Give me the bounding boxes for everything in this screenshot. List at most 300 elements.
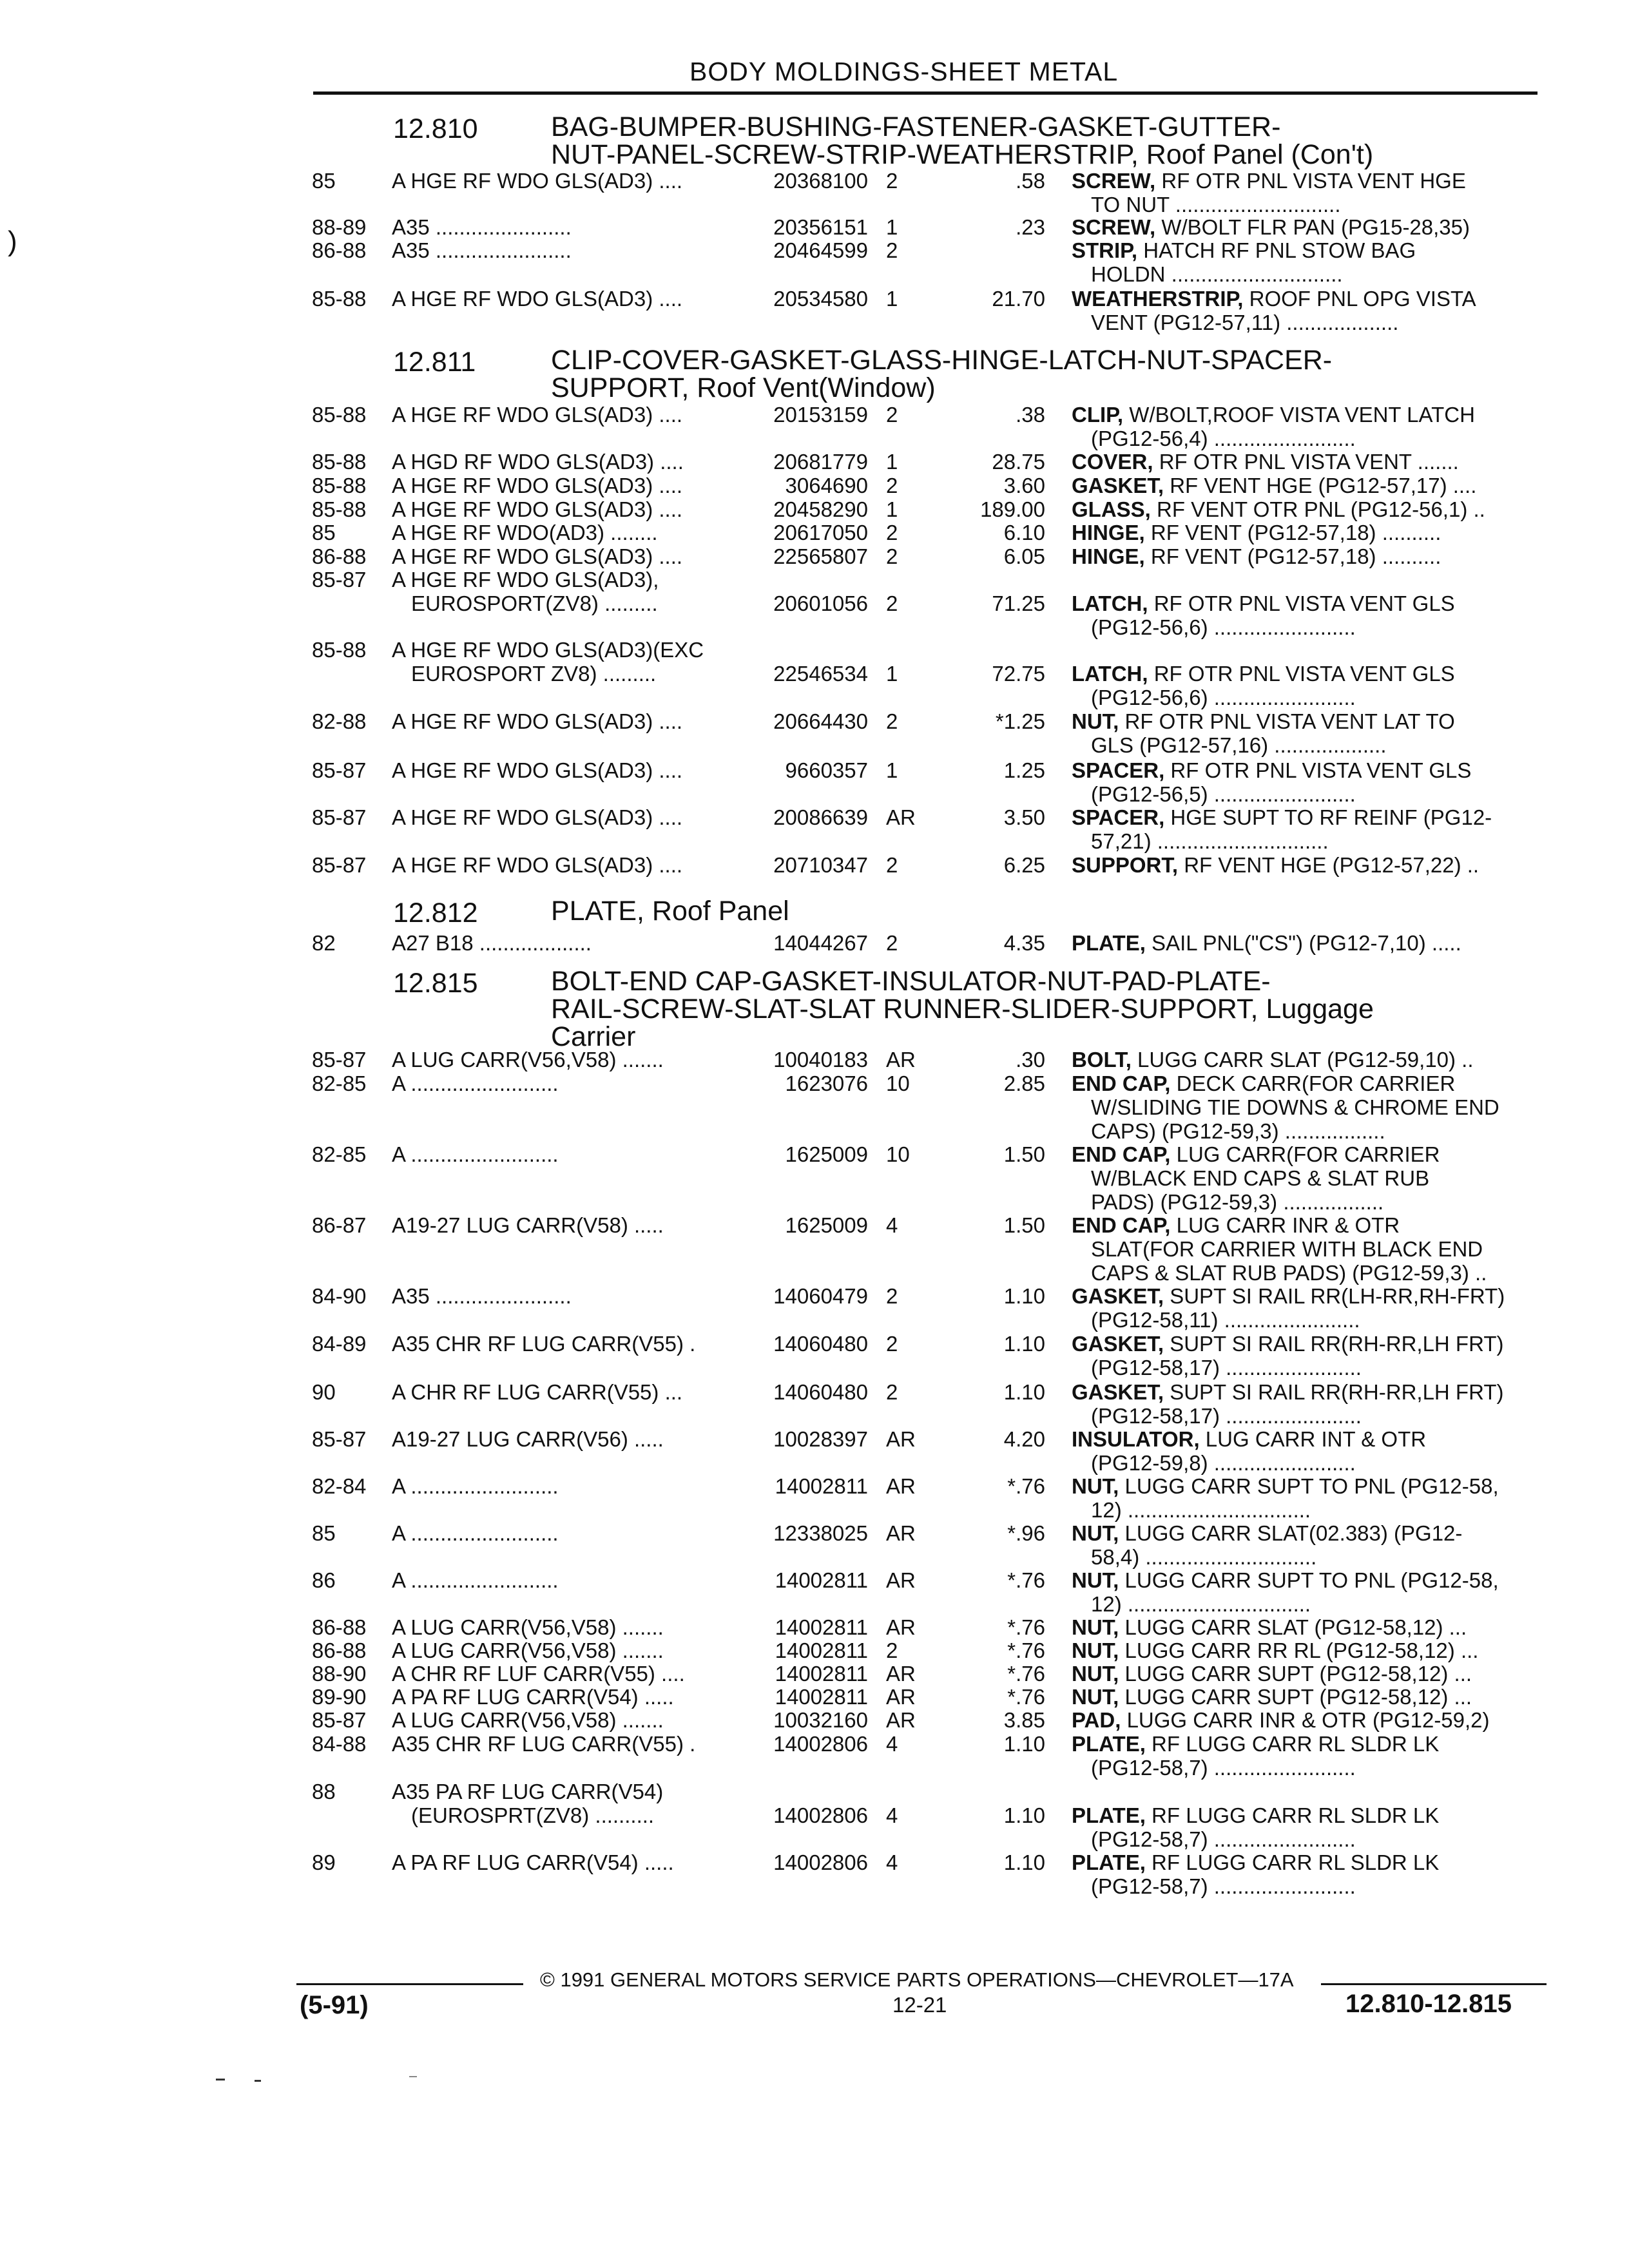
part-number: 1623076 [785, 1072, 868, 1095]
model-line: A HGE RF WDO GLS(AD3) .... [392, 709, 683, 733]
part-number: 3064690 [785, 474, 868, 497]
quantity: 4 [886, 1850, 898, 1874]
quantity: 1 [886, 450, 898, 474]
part-number: 20710347 [773, 853, 868, 877]
model-line: A ......................... [392, 1072, 559, 1095]
part-number: 14060480 [773, 1332, 868, 1356]
description-line: CAPS) (PG12-59,3) ................. [1091, 1119, 1385, 1143]
part-number: 14002811 [775, 1474, 868, 1498]
price: *.76 [1007, 1615, 1045, 1639]
part-name: END CAP, [1072, 1072, 1171, 1095]
description-line: VENT (PG12-57,11) ................... [1091, 311, 1399, 334]
description-line: HOLDN ............................. [1091, 262, 1343, 286]
quantity: 2 [886, 853, 898, 877]
description-line: SLAT(FOR CARRIER WITH BLACK END [1091, 1237, 1483, 1261]
description-line: (PG12-58,7) ........................ [1091, 1756, 1356, 1780]
model-years: 85-87 [312, 1708, 367, 1732]
model-line: A LUG CARR(V56,V58) ....... [392, 1048, 664, 1072]
price: 4.35 [1003, 931, 1045, 955]
description-line: STRIP, HATCH RF PNL STOW BAG [1072, 238, 1416, 262]
model-line: A HGE RF WDO GLS(AD3) .... [392, 758, 683, 782]
model-line: EUROSPORT ZV8) ......... [411, 662, 657, 686]
quantity: 2 [886, 931, 898, 955]
part-name: WEATHERSTRIP, [1072, 287, 1244, 311]
description-line: CAPS & SLAT RUB PADS) (PG12-59,3) .. [1091, 1261, 1487, 1285]
description-line: (PG12-59,8) ........................ [1091, 1451, 1356, 1475]
section-title-line: Carrier [551, 1021, 636, 1052]
quantity: 10 [886, 1072, 910, 1095]
description-line: LATCH, RF OTR PNL VISTA VENT GLS [1072, 662, 1455, 686]
quantity: 4 [886, 1732, 898, 1756]
quantity: 2 [886, 544, 898, 568]
model-line: A35 ....................... [392, 215, 572, 239]
price: .38 [1016, 403, 1045, 427]
quantity: 2 [886, 238, 898, 262]
part-name: NUT, [1072, 1615, 1119, 1639]
part-number: 14002811 [775, 1639, 868, 1662]
price: 1.10 [1003, 1732, 1045, 1756]
price: *.76 [1007, 1639, 1045, 1662]
model-line: A ......................... [392, 1521, 559, 1545]
price: .23 [1016, 215, 1045, 239]
part-name: END CAP, [1072, 1142, 1171, 1166]
price: 3.85 [1003, 1708, 1045, 1732]
description-line: PAD, LUGG CARR INR & OTR (PG12-59,2) [1072, 1708, 1490, 1732]
page-header: BODY MOLDINGS-SHEET METAL [689, 57, 1119, 86]
quantity: 2 [886, 474, 898, 497]
model-line: A LUG CARR(V56,V58) ....... [392, 1615, 664, 1639]
section-number: 12.810 [393, 113, 478, 144]
description-line: SPACER, RF OTR PNL VISTA VENT GLS [1072, 758, 1472, 782]
quantity: AR [886, 1568, 916, 1592]
model-years: 85-88 [312, 474, 367, 497]
quantity: 1 [886, 215, 898, 239]
scan-specks [216, 2076, 448, 2082]
description-line: END CAP, DECK CARR(FOR CARRIER [1072, 1072, 1456, 1095]
part-number: 10032160 [773, 1708, 868, 1732]
quantity: 1 [886, 662, 898, 686]
price: .30 [1016, 1048, 1045, 1072]
model-years: 85-87 [312, 853, 367, 877]
model-line: EUROSPORT(ZV8) ......... [411, 591, 658, 615]
model-line: A19-27 LUG CARR(V58) ..... [392, 1213, 664, 1237]
description-line: 12) ............................... [1091, 1498, 1311, 1522]
part-name: PLATE, [1072, 931, 1146, 955]
price: 4.20 [1003, 1427, 1045, 1451]
part-number: 10028397 [773, 1427, 868, 1451]
model-line: (EUROSPRT(ZV8) .......... [411, 1803, 655, 1827]
header-rule [313, 91, 1537, 95]
footer-rule-left [296, 1983, 523, 1985]
model-years: 86-88 [312, 238, 367, 262]
part-name: SPACER, [1072, 758, 1165, 782]
section-range: 12.810-12.815 [1345, 1990, 1512, 2018]
model-years: 85-88 [312, 403, 367, 427]
part-number: 9660357 [785, 758, 868, 782]
description-line: CLIP, W/BOLT,ROOF VISTA VENT LATCH [1072, 403, 1475, 427]
part-number: 20664430 [773, 709, 868, 733]
price: 6.10 [1003, 521, 1045, 544]
section-number: 12.815 [393, 968, 478, 999]
description-line: (PG12-56,4) ........................ [1091, 427, 1356, 450]
model-line: A HGE RF WDO GLS(AD3) .... [392, 544, 683, 568]
price: 189.00 [980, 497, 1045, 521]
model-years: 88-90 [312, 1662, 367, 1686]
quantity: AR [886, 1048, 916, 1072]
description-line: LATCH, RF OTR PNL VISTA VENT GLS [1072, 591, 1455, 615]
quantity: 4 [886, 1213, 898, 1237]
description-line: END CAP, LUG CARR INR & OTR [1072, 1213, 1400, 1237]
price: 1.50 [1003, 1142, 1045, 1166]
price: 3.60 [1003, 474, 1045, 497]
section-number: 12.812 [393, 898, 478, 928]
model-line: A27 B18 ................... [392, 931, 592, 955]
quantity: 2 [886, 1332, 898, 1356]
price: 1.10 [1003, 1380, 1045, 1404]
model-line: A CHR RF LUF CARR(V55) .... [392, 1662, 685, 1686]
part-name: GASKET, [1072, 474, 1164, 497]
price: 28.75 [992, 450, 1045, 474]
part-name: PLATE, [1072, 1850, 1146, 1874]
model-years: 89-90 [312, 1685, 367, 1709]
model-years: 89 [312, 1850, 336, 1874]
model-years: 86 [312, 1568, 336, 1592]
price: 6.05 [1003, 544, 1045, 568]
price: *.76 [1007, 1662, 1045, 1686]
price: .58 [1016, 169, 1045, 193]
model-years: 86-88 [312, 1615, 367, 1639]
footer-rule-right [1321, 1983, 1547, 1985]
section-title-line: RAIL-SCREW-SLAT-SLAT RUNNER-SLIDER-SUPPORT, Luggage [551, 994, 1374, 1024]
part-name: LATCH, [1072, 591, 1148, 615]
part-name: INSULATOR, [1072, 1427, 1200, 1451]
model-line: A ......................... [392, 1568, 559, 1592]
price: 2.85 [1003, 1072, 1045, 1095]
model-years: 82-84 [312, 1474, 367, 1498]
description-line: GLS (PG12-57,16) ................... [1091, 733, 1387, 757]
description-line: (PG12-58,17) ....................... [1091, 1356, 1362, 1379]
price: 21.70 [992, 287, 1045, 311]
price: *.76 [1007, 1568, 1045, 1592]
model-years: 84-89 [312, 1332, 367, 1356]
part-name: HINGE, [1072, 544, 1145, 568]
description-line: BOLT, LUGG CARR SLAT (PG12-59,10) .. [1072, 1048, 1474, 1072]
model-years: 85 [312, 1521, 336, 1545]
section-number: 12.811 [393, 347, 476, 378]
model-years: 88-89 [312, 215, 367, 239]
part-name: SCREW, [1072, 169, 1156, 193]
description-line: SPACER, HGE SUPT TO RF REINF (PG12- [1072, 805, 1492, 829]
quantity: AR [886, 1685, 916, 1709]
model-line: A35 PA RF LUG CARR(V54) [392, 1780, 664, 1803]
section-title [551, 898, 789, 925]
price: 1.25 [1003, 758, 1045, 782]
model-line: A HGE RF WDO GLS(AD3) .... [392, 497, 683, 521]
quantity: 1 [886, 287, 898, 311]
part-number: 14002811 [775, 1662, 868, 1686]
description-line: W/SLIDING TIE DOWNS & CHROME END [1091, 1095, 1499, 1119]
quantity: AR [886, 1662, 916, 1686]
description-line: TO NUT ............................ [1091, 193, 1341, 216]
model-line: A ......................... [392, 1142, 559, 1166]
model-line: A PA RF LUG CARR(V54) ..... [392, 1685, 674, 1709]
price: 1.10 [1003, 1850, 1045, 1874]
section-title-line: SUPPORT, Roof Vent(Window) [551, 372, 936, 403]
part-number: 1625009 [785, 1142, 868, 1166]
model-years: 85-87 [312, 805, 367, 829]
page-number: 12-21 [892, 1993, 947, 2017]
description-line: GASKET, SUPT SI RAIL RR(RH-RR,LH FRT) [1072, 1332, 1504, 1356]
part-number: 14002806 [773, 1850, 868, 1874]
price: 1.10 [1003, 1803, 1045, 1827]
description-line: INSULATOR, LUG CARR INT & OTR [1072, 1427, 1427, 1451]
description-line: GASKET, SUPT SI RAIL RR(RH-RR,LH FRT) [1072, 1380, 1504, 1404]
part-name: NUT, [1072, 1639, 1119, 1662]
price: *.76 [1007, 1474, 1045, 1498]
model-years: 85-87 [312, 758, 367, 782]
description-line: (PG12-58,7) ........................ [1091, 1827, 1356, 1851]
part-name: NUT, [1072, 709, 1119, 733]
part-number: 14002811 [775, 1615, 868, 1639]
model-line: A HGE RF WDO GLS(AD3) .... [392, 403, 683, 427]
part-number: 20464599 [773, 238, 868, 262]
description-line: END CAP, LUG CARR(FOR CARRIER [1072, 1142, 1440, 1166]
description-line: (PG12-58,7) ........................ [1091, 1874, 1356, 1898]
description-line: PLATE, RF LUGG CARR RL SLDR LK [1072, 1850, 1440, 1874]
model-line: A19-27 LUG CARR(V56) ..... [392, 1427, 664, 1451]
part-name: PAD, [1072, 1708, 1121, 1732]
quantity: AR [886, 1427, 916, 1451]
quantity: 2 [886, 591, 898, 615]
description-line: PLATE, SAIL PNL("CS") (PG12-7,10) ..... [1072, 931, 1461, 955]
part-number: 14060480 [773, 1380, 868, 1404]
part-number: 20534580 [773, 287, 868, 311]
part-name: BOLT, [1072, 1048, 1132, 1072]
description-line: SCREW, RF OTR PNL VISTA VENT HGE [1072, 169, 1466, 193]
part-name: LATCH, [1072, 662, 1148, 686]
price: 1.50 [1003, 1213, 1045, 1237]
model-line: A ......................... [392, 1474, 559, 1498]
section-title-line: PLATE, Roof Panel [551, 896, 789, 927]
part-name: NUT, [1072, 1474, 1119, 1498]
model-line: A HGD RF WDO GLS(AD3) .... [392, 450, 684, 474]
section-title [551, 113, 1373, 169]
part-number: 14002806 [773, 1803, 868, 1827]
part-name: COVER, [1072, 450, 1153, 474]
description-line: 57,21) ............................. [1091, 829, 1329, 853]
model-line: A HGE RF WDO GLS(AD3) .... [392, 474, 683, 497]
description-line: NUT, LUGG CARR SUPT (PG12-58,12) ... [1072, 1685, 1472, 1709]
description-line: (PG12-56,6) ........................ [1091, 615, 1356, 639]
part-name: NUT, [1072, 1685, 1119, 1709]
model-years: 85-87 [312, 1048, 367, 1072]
description-line: 58,4) ............................. [1091, 1545, 1317, 1569]
quantity: AR [886, 1615, 916, 1639]
model-years: 85 [312, 169, 336, 193]
model-years: 82-85 [312, 1142, 367, 1166]
part-number: 20153159 [773, 403, 868, 427]
quantity: 4 [886, 1803, 898, 1827]
part-name: SCREW, [1072, 215, 1156, 239]
part-name: CLIP, [1072, 403, 1124, 427]
model-line: A HGE RF WDO(AD3) ........ [392, 521, 658, 544]
quantity: 10 [886, 1142, 910, 1166]
quantity: 2 [886, 521, 898, 544]
part-name: GASKET, [1072, 1284, 1164, 1308]
description-line: PLATE, RF LUGG CARR RL SLDR LK [1072, 1732, 1440, 1756]
model-years: 86-88 [312, 1639, 367, 1662]
model-years: 85-87 [312, 568, 367, 591]
part-number: 1625009 [785, 1213, 868, 1237]
description-line: NUT, LUGG CARR SUPT (PG12-58,12) ... [1072, 1662, 1472, 1686]
description-line: PLATE, RF LUGG CARR RL SLDR LK [1072, 1803, 1440, 1827]
model-line: A HGE RF WDO GLS(AD3) .... [392, 169, 683, 193]
part-name: PLATE, [1072, 1732, 1146, 1756]
model-years: 85-87 [312, 1427, 367, 1451]
part-name: SUPPORT, [1072, 853, 1179, 877]
description-line: NUT, RF OTR PNL VISTA VENT LAT TO [1072, 709, 1455, 733]
description-line: GLASS, RF VENT OTR PNL (PG12-56,1) .. [1072, 497, 1485, 521]
description-line: SUPPORT, RF VENT HGE (PG12-57,22) .. [1072, 853, 1480, 877]
model-line: A35 CHR RF LUG CARR(V55) . [392, 1732, 696, 1756]
model-years: 86-88 [312, 544, 367, 568]
part-number: 20601056 [773, 591, 868, 615]
model-years: 82-85 [312, 1072, 367, 1095]
copyright-line: © 1991 GENERAL MOTORS SERVICE PARTS OPERATIONS—CHEVROLET—17A [540, 1968, 1294, 1991]
part-name: GASKET, [1072, 1332, 1164, 1356]
description-line: PADS) (PG12-59,3) ................. [1091, 1190, 1384, 1214]
part-number: 10040183 [773, 1048, 868, 1072]
quantity: AR [886, 1521, 916, 1545]
model-line: A35 ....................... [392, 1284, 572, 1308]
model-line: A HGE RF WDO GLS(AD3)(EXC [392, 638, 704, 662]
model-years: 85-88 [312, 497, 367, 521]
description-line: NUT, LUGG CARR RR RL (PG12-58,12) ... [1072, 1639, 1479, 1662]
section-title-line: BOLT-END CAP-GASKET-INSULATOR-NUT-PAD-PLATE- [551, 966, 1271, 997]
model-years: 85-88 [312, 450, 367, 474]
model-years: 88 [312, 1780, 336, 1803]
part-name: HINGE, [1072, 521, 1145, 544]
description-line: HINGE, RF VENT (PG12-57,18) .......... [1072, 544, 1441, 568]
model-years: 90 [312, 1380, 336, 1404]
description-line: NUT, LUGG CARR SUPT TO PNL (PG12-58, [1072, 1568, 1499, 1592]
part-name: GLASS, [1072, 497, 1151, 521]
part-name: PLATE, [1072, 1803, 1146, 1827]
model-line: A LUG CARR(V56,V58) ....... [392, 1639, 664, 1662]
description-line: (PG12-58,11) ....................... [1091, 1308, 1360, 1332]
margin-mark: ) [8, 226, 17, 257]
model-line: A35 CHR RF LUG CARR(V55) . [392, 1332, 696, 1356]
description-line: 12) ............................... [1091, 1592, 1311, 1616]
price: 1.10 [1003, 1332, 1045, 1356]
part-number: 14044267 [773, 931, 868, 955]
section-title [551, 968, 1374, 1051]
description-line: COVER, RF OTR PNL VISTA VENT ....... [1072, 450, 1459, 474]
part-name: SPACER, [1072, 805, 1165, 829]
model-line: A35 ....................... [392, 238, 572, 262]
description-line: SCREW, W/BOLT FLR PAN (PG15-28,35) [1072, 215, 1470, 239]
model-years: 86-87 [312, 1213, 367, 1237]
part-number: 14002811 [775, 1685, 868, 1709]
price: 3.50 [1003, 805, 1045, 829]
part-number: 14002806 [773, 1732, 868, 1756]
quantity: 2 [886, 1380, 898, 1404]
part-name: NUT, [1072, 1662, 1119, 1686]
part-number: 20368100 [773, 169, 868, 193]
part-name: NUT, [1072, 1521, 1119, 1545]
model-line: A HGE RF WDO GLS(AD3), [392, 568, 659, 591]
section-title-line: BAG-BUMPER-BUSHING-FASTENER-GASKET-GUTTER- [551, 111, 1281, 142]
description-line: (PG12-56,5) ........................ [1091, 782, 1356, 806]
description-line: WEATHERSTRIP, ROOF PNL OPG VISTA [1072, 287, 1476, 311]
section-title-line: CLIP-COVER-GASKET-GLASS-HINGE-LATCH-NUT-SPACER- [551, 345, 1333, 376]
quantity: 2 [886, 1639, 898, 1662]
quantity: 1 [886, 758, 898, 782]
description-line: NUT, LUGG CARR SUPT TO PNL (PG12-58, [1072, 1474, 1499, 1498]
part-number: 12338025 [773, 1521, 868, 1545]
quantity: 2 [886, 1284, 898, 1308]
part-number: 22546534 [773, 662, 868, 686]
model-years: 82-88 [312, 709, 367, 733]
description-line: (PG12-56,6) ........................ [1091, 686, 1356, 709]
price: *1.25 [995, 709, 1045, 733]
model-years: 82 [312, 931, 336, 955]
price: 1.10 [1003, 1284, 1045, 1308]
price: *.76 [1007, 1685, 1045, 1709]
model-years: 85-88 [312, 638, 367, 662]
section-title-line: NUT-PANEL-SCREW-STRIP-WEATHERSTRIP, Roof Panel (Con't) [551, 139, 1374, 170]
quantity: 2 [886, 709, 898, 733]
part-number: 20617050 [773, 521, 868, 544]
description-line: W/BLACK END CAPS & SLAT RUB [1091, 1166, 1430, 1190]
part-number: 22565807 [773, 544, 868, 568]
quantity: 1 [886, 497, 898, 521]
quantity: 2 [886, 403, 898, 427]
part-number: 14060479 [773, 1284, 868, 1308]
quantity: AR [886, 1708, 916, 1732]
price: 72.75 [992, 662, 1045, 686]
model-years: 85-88 [312, 287, 367, 311]
description-line: HINGE, RF VENT (PG12-57,18) .......... [1072, 521, 1441, 544]
part-number: 20681779 [773, 450, 868, 474]
part-number: 20356151 [773, 215, 868, 239]
model-years: 84-88 [312, 1732, 367, 1756]
description-line: GASKET, RF VENT HGE (PG12-57,17) .... [1072, 474, 1477, 497]
price: 71.25 [992, 591, 1045, 615]
section-title [551, 347, 1332, 402]
price: *.96 [1007, 1521, 1045, 1545]
part-name: STRIP, [1072, 238, 1138, 262]
model-line: A HGE RF WDO GLS(AD3) .... [392, 805, 683, 829]
model-line: A CHR RF LUG CARR(V55) ... [392, 1380, 683, 1404]
part-name: GASKET, [1072, 1380, 1164, 1404]
part-number: 20458290 [773, 497, 868, 521]
model-line: A PA RF LUG CARR(V54) ..... [392, 1850, 674, 1874]
description-line: NUT, LUGG CARR SLAT (PG12-58,12) ... [1072, 1615, 1467, 1639]
quantity: AR [886, 805, 916, 829]
quantity: 2 [886, 169, 898, 193]
quantity: AR [886, 1474, 916, 1498]
part-number: 14002811 [775, 1568, 868, 1592]
part-number: 20086639 [773, 805, 868, 829]
part-name: NUT, [1072, 1568, 1119, 1592]
footer-revision-date: (5-91) [300, 1991, 369, 2019]
model-years: 84-90 [312, 1284, 367, 1308]
model-line: A LUG CARR(V56,V58) ....... [392, 1708, 664, 1732]
price: 6.25 [1003, 853, 1045, 877]
model-years: 85 [312, 521, 336, 544]
part-name: END CAP, [1072, 1213, 1171, 1237]
